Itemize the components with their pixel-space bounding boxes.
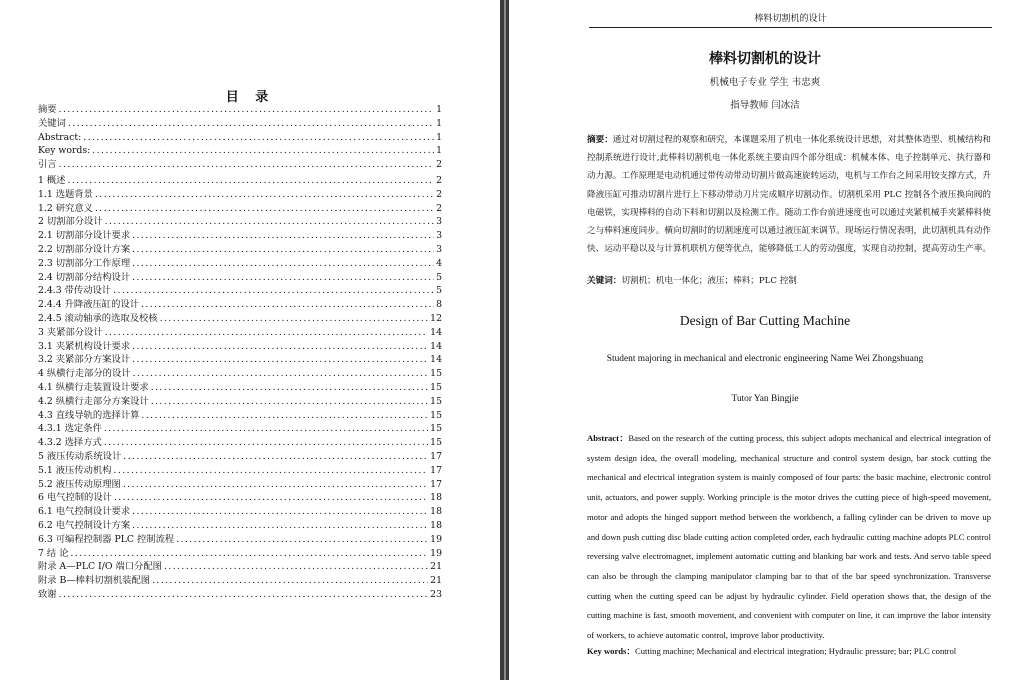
- en-abstract: [587, 429, 991, 646]
- toc-entry-label: 4.3 直线导轨的选择计算: [38, 409, 140, 421]
- toc-entry-page: 5: [436, 285, 442, 297]
- toc-entry-page: 4: [436, 257, 442, 269]
- toc-leader-dots: [132, 229, 434, 243]
- cn-keywords: [587, 273, 991, 289]
- toc-entry-page: 2: [436, 159, 442, 171]
- toc-entry-label: 附录 B—棒料切割机装配图: [38, 575, 151, 587]
- toc-entry-label: 5.2 液压传动原理图: [38, 478, 121, 490]
- toc-entry-page: 19: [430, 533, 442, 545]
- toc-entry: [38, 574, 442, 588]
- toc-entry: [38, 326, 442, 340]
- toc-leader-dots: [133, 367, 429, 381]
- toc-entry: [38, 131, 442, 145]
- toc-entry-label: 5 液压传动系统设计: [38, 450, 122, 462]
- toc-entry: [38, 298, 442, 312]
- toc-entry-label: 6 电气控制的设计: [38, 492, 112, 504]
- toc-entry-page: 15: [430, 395, 442, 407]
- toc-entry-label: 5.1 液压传动机构: [38, 464, 112, 476]
- toc-entry-page: 15: [430, 381, 442, 393]
- toc-title: 目 录: [225, 90, 275, 105]
- toc-leader-dots: [67, 174, 434, 188]
- toc-entry-label: 3.1 夹紧机构设计要求: [38, 340, 131, 352]
- toc-entry-page: 1: [436, 117, 442, 129]
- toc-entry-label: 3 夹紧部分设计: [38, 326, 103, 338]
- toc-entry: [38, 436, 442, 450]
- toc-entry: [38, 464, 442, 478]
- en-abstract-text: Based on the research of the cutting process, this subject adopts mechanical and electrical integration of system design idea, the overall modeling, mechanical structure and control system design, bar stock cutting the mechanical and electrical integration system is mainly composed of four parts: the basic machine, electronic control unit, actuators, and power supply. Working principle is the motor drives the cutting piece of high-speed movement, motor and adopts the hinged support method between the workbench, a falling cylinder can be driven to move up and down push cutting disc blade cutting action completed order, each hydraulic cutting machine adopts PLC control reversing valve electromagnet, implement automatic cutting and blanking bar work and tests. And servo table speed can also be through the clamping manipulator clamping bar to that of the bar speed synchronization. Transverse cutting when the cutting speed can be adjust by hydraulic cylinder. Field operation shows that, the design of the cutting machine is fast, smooth movement, and convenient with computer on line, it can improve the labor intensity of workers, to achieve automatic control, improve labor productivity.: [587, 433, 991, 641]
- toc-entry-label: 引言: [38, 159, 57, 171]
- toc-leader-dots: [95, 202, 434, 216]
- toc-leader-dots: [141, 409, 428, 423]
- toc-entry: [38, 395, 442, 409]
- toc-entry-label: 关键词: [38, 117, 66, 129]
- toc-entry: [38, 284, 442, 298]
- toc-entry: [38, 450, 442, 464]
- en-tutor-line: Tutor Yan Bingjie: [731, 394, 799, 404]
- en-keywords-text: Cutting machine; Mechanical and electrical integration; Hydraulic pressure; bar; PLC control: [634, 646, 957, 656]
- toc-entry: [38, 202, 442, 216]
- toc-entry: [38, 103, 442, 117]
- toc-entry: [38, 271, 442, 285]
- toc-entry-page: 1: [436, 145, 442, 157]
- toc-entry: [38, 491, 442, 505]
- toc-entry-label: 7 结 论: [38, 547, 69, 559]
- toc-entry: [38, 340, 442, 354]
- toc-entry: [38, 243, 442, 257]
- toc-entry-label: 2.4.3 带传动设计: [38, 285, 112, 297]
- toc-entry-label: 附录 A—PLC I/O 端口分配图: [38, 561, 162, 573]
- toc-entry-label: 1.2 研究意义: [38, 202, 93, 214]
- en-title: Design of Bar Cutting Machine: [679, 313, 851, 328]
- toc-leader-dots: [164, 560, 428, 574]
- cn-abstract: [587, 131, 991, 258]
- cn-keywords-label: 关键词：: [587, 276, 622, 286]
- toc-entry-page: 18: [430, 519, 442, 531]
- toc-entry-label: 2.1 切割部分设计要求: [38, 230, 131, 242]
- cn-abstract-label: 摘要：: [587, 135, 613, 145]
- toc-leader-dots: [83, 131, 434, 145]
- toc-leader-dots: [114, 491, 428, 505]
- en-keywords: [587, 643, 991, 659]
- toc-entry-page: 12: [430, 312, 442, 324]
- toc-entry: [38, 367, 442, 381]
- cn-abstract-text: 通过对切割过程的观察和研究，本课题采用了机电一体化系统设计思想，对其整体造型、机械结构和控制系统进行设计,此棒料切割机电一体化系统主要由四个部分组成：机械本体、电子控制单元、执行器和动力源。工作原理是电动机通过带传动带动切割片做高速旋转运动，电机与工作台之间采用铰支撑方式，升降液压缸可推动切割片进行上下移动带动刀片完成顺序切割动作。切割机采用 PLC 控制各个液压换向阀的电磁铁，实现棒料的自动下料和切割以及检测工作。随动工作台前进速度也可以通过夹紧机械手夹紧棒料使之与棒料速度同步。横向切割时的切割速度可以通过液压缸来调节。现场运行情况表明，此切割机具有动作快、运动平稳以及与计算机联机方便等优点，能够降低工人的劳动强度，实现自动控制，提高劳动生产率。: [587, 135, 991, 255]
- toc-leader-dots: [132, 353, 428, 367]
- toc-entry-label: 3.2 夹紧部分方案设计: [38, 354, 131, 366]
- toc-entry-page: 18: [430, 492, 442, 504]
- toc-list: [38, 103, 442, 602]
- toc-leader-dots: [59, 588, 429, 602]
- toc-entry-page: 5: [436, 271, 442, 283]
- toc-entry: [38, 174, 442, 188]
- toc-leader-dots: [132, 519, 428, 533]
- toc-entry-label: 6.1 电气控制设计要求: [38, 506, 131, 518]
- toc-entry-label: 2.3 切割部分工作原理: [38, 257, 131, 269]
- toc-entry-label: 4.1 纵横行走装置设计要求: [38, 381, 149, 393]
- toc-entry-page: 1: [436, 104, 442, 115]
- toc-entry-label: 4.2 纵横行走部分方案设计: [38, 395, 149, 407]
- toc-entry-page: 1: [436, 131, 442, 143]
- toc-leader-dots: [152, 574, 428, 588]
- toc-leader-dots: [104, 436, 428, 450]
- toc-entry: [38, 158, 442, 172]
- toc-entry-page: 8: [436, 299, 442, 311]
- toc-entry: [38, 353, 442, 367]
- toc-entry-page: 19: [430, 547, 442, 559]
- cn-keywords-text: 切割机；机电一体化；液压；棒料；PLC 控制: [621, 276, 797, 286]
- toc-entry-label: 1.1 选题背景: [38, 188, 93, 200]
- toc-entry-page: 17: [430, 450, 442, 462]
- toc-leader-dots: [95, 188, 434, 202]
- toc-leader-dots: [141, 298, 434, 312]
- toc-leader-dots: [59, 158, 434, 172]
- toc-entry-label: Key words:: [38, 145, 91, 157]
- toc-leader-dots: [132, 271, 434, 285]
- toc-entry-page: 15: [430, 437, 442, 449]
- toc-leader-dots: [105, 215, 434, 229]
- toc-entry-label: Abstract:: [38, 131, 82, 143]
- tutor-line: 指导教师 闫冰洁: [730, 100, 800, 111]
- toc-leader-dots: [132, 505, 428, 519]
- toc-entry-page: 21: [430, 575, 442, 587]
- toc-entry: [38, 547, 442, 561]
- toc-leader-dots: [176, 533, 428, 547]
- toc-entry-page: 3: [436, 216, 442, 228]
- toc-entry: [38, 381, 442, 395]
- toc-entry-page: 2: [436, 188, 442, 200]
- toc-entry-label: 4.3.2 选择方式: [38, 437, 102, 449]
- toc-entry-label: 2.2 切割部分设计方案: [38, 243, 131, 255]
- toc-leader-dots: [123, 478, 428, 492]
- en-keywords-label: Key words：: [587, 646, 635, 656]
- toc-entry-page: 21: [430, 561, 442, 573]
- toc-entry-page: 14: [430, 354, 442, 366]
- toc-leader-dots: [114, 464, 429, 478]
- toc-entry-label: 摘要: [38, 104, 57, 115]
- toc-entry: [38, 257, 442, 271]
- author-line: 机械电子专业 学生 韦忠爽: [709, 77, 821, 88]
- toc-entry-page: 18: [430, 506, 442, 518]
- toc-leader-dots: [160, 312, 429, 326]
- toc-entry: [38, 229, 442, 243]
- en-abstract-label: Abstract：: [587, 433, 629, 443]
- toc-entry: [38, 117, 442, 131]
- toc-entry: [38, 505, 442, 519]
- toc-entry-page: 17: [430, 464, 442, 476]
- toc-entry-page: 15: [430, 368, 442, 380]
- toc-entry: [38, 312, 442, 326]
- toc-page: [0, 0, 500, 680]
- toc-entry-page: 3: [436, 243, 442, 255]
- toc-entry-page: 3: [436, 230, 442, 242]
- toc-entry-label: 2.4.4 升降液压缸的设计: [38, 299, 139, 311]
- toc-entry-page: 14: [430, 326, 442, 338]
- toc-entry-page: 15: [430, 409, 442, 421]
- toc-entry: [38, 215, 442, 229]
- toc-entry: [38, 560, 442, 574]
- toc-leader-dots: [70, 547, 428, 561]
- toc-entry-page: 17: [430, 478, 442, 490]
- toc-entry-page: 14: [430, 340, 442, 352]
- toc-entry-label: 2 切割部分设计: [38, 216, 103, 228]
- page-title: 棒料切割机的设计: [709, 51, 821, 67]
- toc-entry: [38, 422, 442, 436]
- toc-entry-label: 4.3.1 选定条件: [38, 423, 102, 435]
- toc-leader-dots: [92, 144, 434, 158]
- toc-entry-page: 2: [436, 202, 442, 214]
- toc-entry-label: 致谢: [38, 588, 57, 600]
- toc-entry-page: 23: [430, 588, 442, 600]
- toc-entry: [38, 588, 442, 602]
- toc-leader-dots: [151, 381, 428, 395]
- toc-entry-page: 2: [436, 174, 442, 186]
- toc-entry-label: 2.4.5 滚动轴承的选取及校核: [38, 312, 158, 324]
- toc-entry: [38, 519, 442, 533]
- toc-leader-dots: [59, 103, 434, 117]
- en-student-line: Student majoring in mechanical and electronic engineering Name Wei Zhongshuang: [606, 354, 924, 364]
- toc-leader-dots: [132, 243, 434, 257]
- toc-leader-dots: [123, 450, 428, 464]
- toc-entry-label: 1 概述: [38, 174, 66, 186]
- toc-entry-label: 4 纵横行走部分的设计: [38, 368, 131, 380]
- toc-leader-dots: [151, 395, 428, 409]
- toc-entry: [38, 144, 442, 158]
- running-header: 棒料切割机的设计: [589, 11, 992, 28]
- toc-leader-dots: [105, 326, 429, 340]
- toc-entry: [38, 188, 442, 202]
- toc-leader-dots: [132, 257, 434, 271]
- toc-leader-dots: [104, 422, 428, 436]
- page-divider: [500, 0, 509, 680]
- toc-leader-dots: [68, 117, 434, 131]
- toc-entry: [38, 478, 442, 492]
- toc-entry: [38, 533, 442, 547]
- toc-entry-label: 6.2 电气控制设计方案: [38, 519, 131, 531]
- toc-leader-dots: [113, 284, 434, 298]
- toc-entry-page: 15: [430, 423, 442, 435]
- abstract-page: [509, 0, 1021, 680]
- toc-leader-dots: [132, 340, 428, 354]
- toc-entry-label: 2.4 切割部分结构设计: [38, 271, 131, 283]
- toc-entry-label: 6.3 可编程控制器 PLC 控制流程: [38, 533, 175, 545]
- toc-entry: [38, 409, 442, 423]
